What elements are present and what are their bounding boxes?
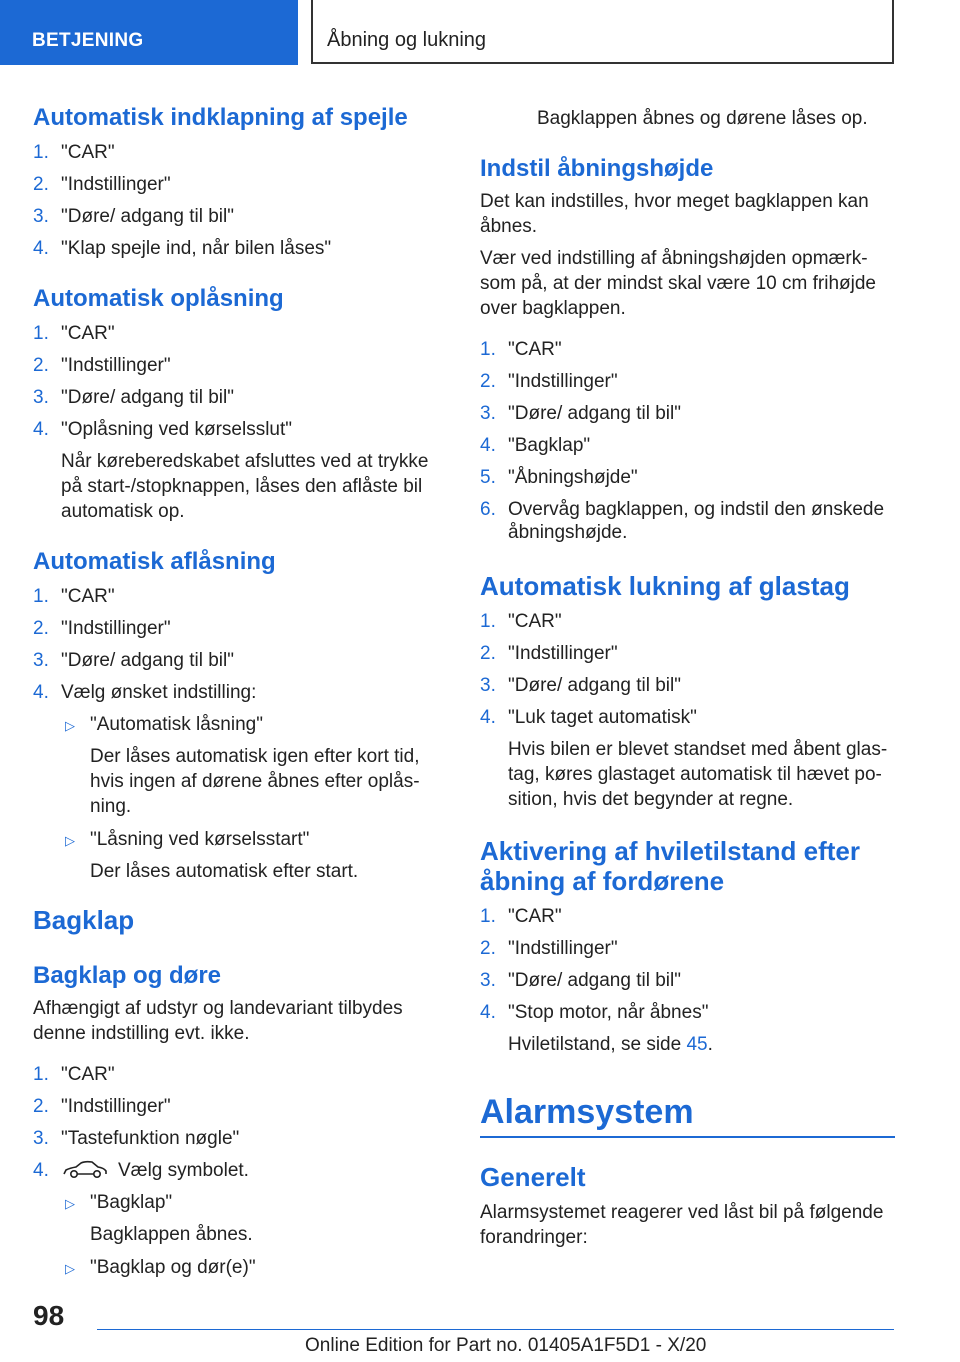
rest-mode-note: Hviletilstand, se side [508, 1034, 682, 1055]
step-number: 4. [33, 419, 49, 440]
step-number: 3. [33, 387, 49, 408]
page-link[interactable]: 45 [686, 1034, 708, 1055]
heading-opening-height: Indstil åbningshøjde [480, 155, 714, 182]
paragraph-text: åbnes. [480, 216, 538, 237]
step-number: 3. [480, 675, 496, 696]
paragraph-text: denne indstilling evt. ikke. [33, 1023, 250, 1044]
step-number: 1. [33, 586, 49, 607]
list-item: "CAR" [61, 1064, 115, 1085]
paragraph-text: over bagklappen. [480, 298, 626, 319]
step-number: 4. [33, 682, 49, 703]
list-item: "Døre/ adgang til bil" [61, 206, 234, 227]
step-number: 5. [480, 467, 496, 488]
step-number: 4. [480, 435, 496, 456]
section-divider [480, 1136, 895, 1138]
period: . [707, 1034, 713, 1055]
note-text: sition, hvis det begynder at regne. [508, 789, 794, 810]
paragraph-text: forandringer: [480, 1227, 588, 1248]
list-item: "Døre/ adgang til bil" [508, 675, 681, 696]
list-item: "Åbningshøjde" [508, 467, 638, 488]
step-number: 6. [480, 499, 496, 520]
step-number: 1. [480, 906, 496, 927]
chapter-header [311, 0, 894, 64]
step-number: 4. [33, 1160, 49, 1181]
list-item: "CAR" [61, 586, 115, 607]
note-text: Hvis bilen er blevet standset med åbent glas‐ [508, 739, 888, 760]
heading-mirror-folding: Automatisk indklapning af spejle [33, 104, 408, 131]
heading-rest-mode-line2: åbning af fordørene [480, 866, 725, 896]
paragraph-text: Alarmsystemet reagerer ved låst bil på følgende [480, 1202, 884, 1223]
list-item: "Indstillinger" [61, 174, 171, 195]
step-number: 4. [33, 238, 49, 259]
list-item: Overvåg bagklappen, og indstil den ønskede [508, 499, 885, 520]
option-note: Der låses automatisk igen efter kort tid, [90, 746, 420, 767]
list-item: "Indstillinger" [61, 1096, 171, 1117]
step-number: 3. [480, 403, 496, 424]
triangle-bullet-icon: ▷ [65, 833, 75, 848]
section-tab [0, 0, 298, 65]
list-item: "Indstillinger" [508, 938, 618, 959]
list-item: "CAR" [508, 906, 562, 927]
note-text: på start-/stopknappen, låses den aflåste bil [61, 476, 423, 497]
heading-sunroof: Automatisk lukning af glastag [480, 571, 850, 601]
list-item: "Oplåsning ved kørselsslut" [61, 419, 293, 440]
step-number: 1. [33, 1064, 49, 1085]
triangle-bullet-icon: ▷ [65, 718, 75, 733]
heading-general: Generelt [480, 1162, 586, 1192]
step-number: 2. [33, 1096, 49, 1117]
option-note: Bagklappen åbnes og dørene låses op. [537, 108, 868, 129]
heading-auto-lock: Automatisk aflåsning [33, 548, 276, 575]
option-note: ning. [90, 796, 132, 817]
triangle-bullet-icon: ▷ [65, 1196, 75, 1211]
option-note: Der låses automatisk efter start. [90, 861, 359, 882]
paragraph-text: Det kan indstilles, hvor meget bagklappen kan [480, 191, 869, 212]
step-number: 4. [480, 1002, 496, 1023]
list-item: Vælg ønsket indstilling: [61, 682, 257, 703]
paragraph-text: Vær ved indstilling af åbningshøjden opmærk‐ [480, 248, 868, 269]
list-item: "Indstillinger" [61, 355, 171, 376]
option-note: hvis ingen af dørene åbnes efter oplås‐ [90, 771, 420, 792]
step-number: 4. [480, 707, 496, 728]
note-text [508, 1032, 713, 1057]
note-text: automatisk op. [61, 501, 185, 522]
step-number: 3. [480, 970, 496, 991]
heading-bagklap-dore: Bagklap og døre [33, 962, 222, 989]
step-number: 1. [33, 142, 49, 163]
list-item: "Bagklap" [508, 435, 591, 456]
heading-auto-unlock: Automatisk oplåsning [33, 285, 284, 312]
note-text: åbningshøjde. [508, 522, 628, 543]
heading-rest-mode-line1: Aktivering af hviletilstand efter [480, 836, 860, 866]
list-item: "CAR" [61, 142, 115, 163]
step-number: 2. [480, 643, 496, 664]
list-item: "CAR" [508, 611, 562, 632]
list-item: "CAR" [61, 323, 115, 344]
list-item: "Klap spejle ind, når bilen låses" [61, 238, 332, 259]
list-item: "Døre/ adgang til bil" [508, 403, 681, 424]
paragraph-text: Afhængigt af udstyr og landevariant tilbydes [33, 998, 403, 1019]
section-label: BETJENING [32, 30, 144, 51]
page-number: 98 [33, 1300, 65, 1331]
triangle-bullet-icon: ▷ [65, 1261, 75, 1276]
option-item: "Låsning ved kørselsstart" [90, 829, 310, 850]
list-item: "Tastefunktion nøgle" [61, 1128, 240, 1149]
step-number: 1. [480, 611, 496, 632]
step-number: 3. [33, 650, 49, 671]
step-number: 1. [480, 339, 496, 360]
heading-alarm-system: Alarmsystem [480, 1093, 694, 1131]
step-number: 2. [33, 355, 49, 376]
option-item: "Bagklap" [90, 1192, 173, 1213]
list-item: "Døre/ adgang til bil" [61, 387, 234, 408]
list-item: "Døre/ adgang til bil" [508, 970, 681, 991]
list-item: "Døre/ adgang til bil" [61, 650, 234, 671]
paragraph-text: som på, at der mindst skal være 10 cm frihøjde [480, 273, 876, 294]
step-number: 2. [480, 938, 496, 959]
step-number: 2. [33, 174, 49, 195]
step-number: 2. [33, 618, 49, 639]
list-item: "Luk taget automatisk" [508, 707, 697, 728]
footer-edition: Online Edition for Part no. 01405A1F5D1 - X/20 [305, 1335, 707, 1356]
option-note: Bagklappen åbnes. [90, 1224, 253, 1245]
list-item: "Stop motor, når åbnes" [508, 1002, 709, 1023]
note-text: Når køreberedskabet afsluttes ved at trykke [61, 451, 429, 472]
step-number: 2. [480, 371, 496, 392]
list-item: "CAR" [508, 339, 562, 360]
option-item: "Automatisk låsning" [90, 714, 263, 735]
list-item: "Indstillinger" [508, 371, 618, 392]
list-item: "Indstillinger" [61, 618, 171, 639]
footer-divider [97, 1329, 894, 1330]
step-number: 3. [33, 1128, 49, 1149]
chapter-title: Åbning og lukning [327, 29, 487, 51]
heading-bagklap: Bagklap [33, 905, 135, 935]
step-number: 1. [33, 323, 49, 344]
option-item: "Bagklap og dør(e)" [90, 1257, 256, 1278]
step-number: 3. [33, 206, 49, 227]
car-key-icon [62, 1160, 108, 1180]
list-item: Vælg symbolet. [118, 1160, 249, 1181]
list-item: "Indstillinger" [508, 643, 618, 664]
note-text: tag, køres glastaget automatisk til hævet po‐ [508, 764, 882, 785]
